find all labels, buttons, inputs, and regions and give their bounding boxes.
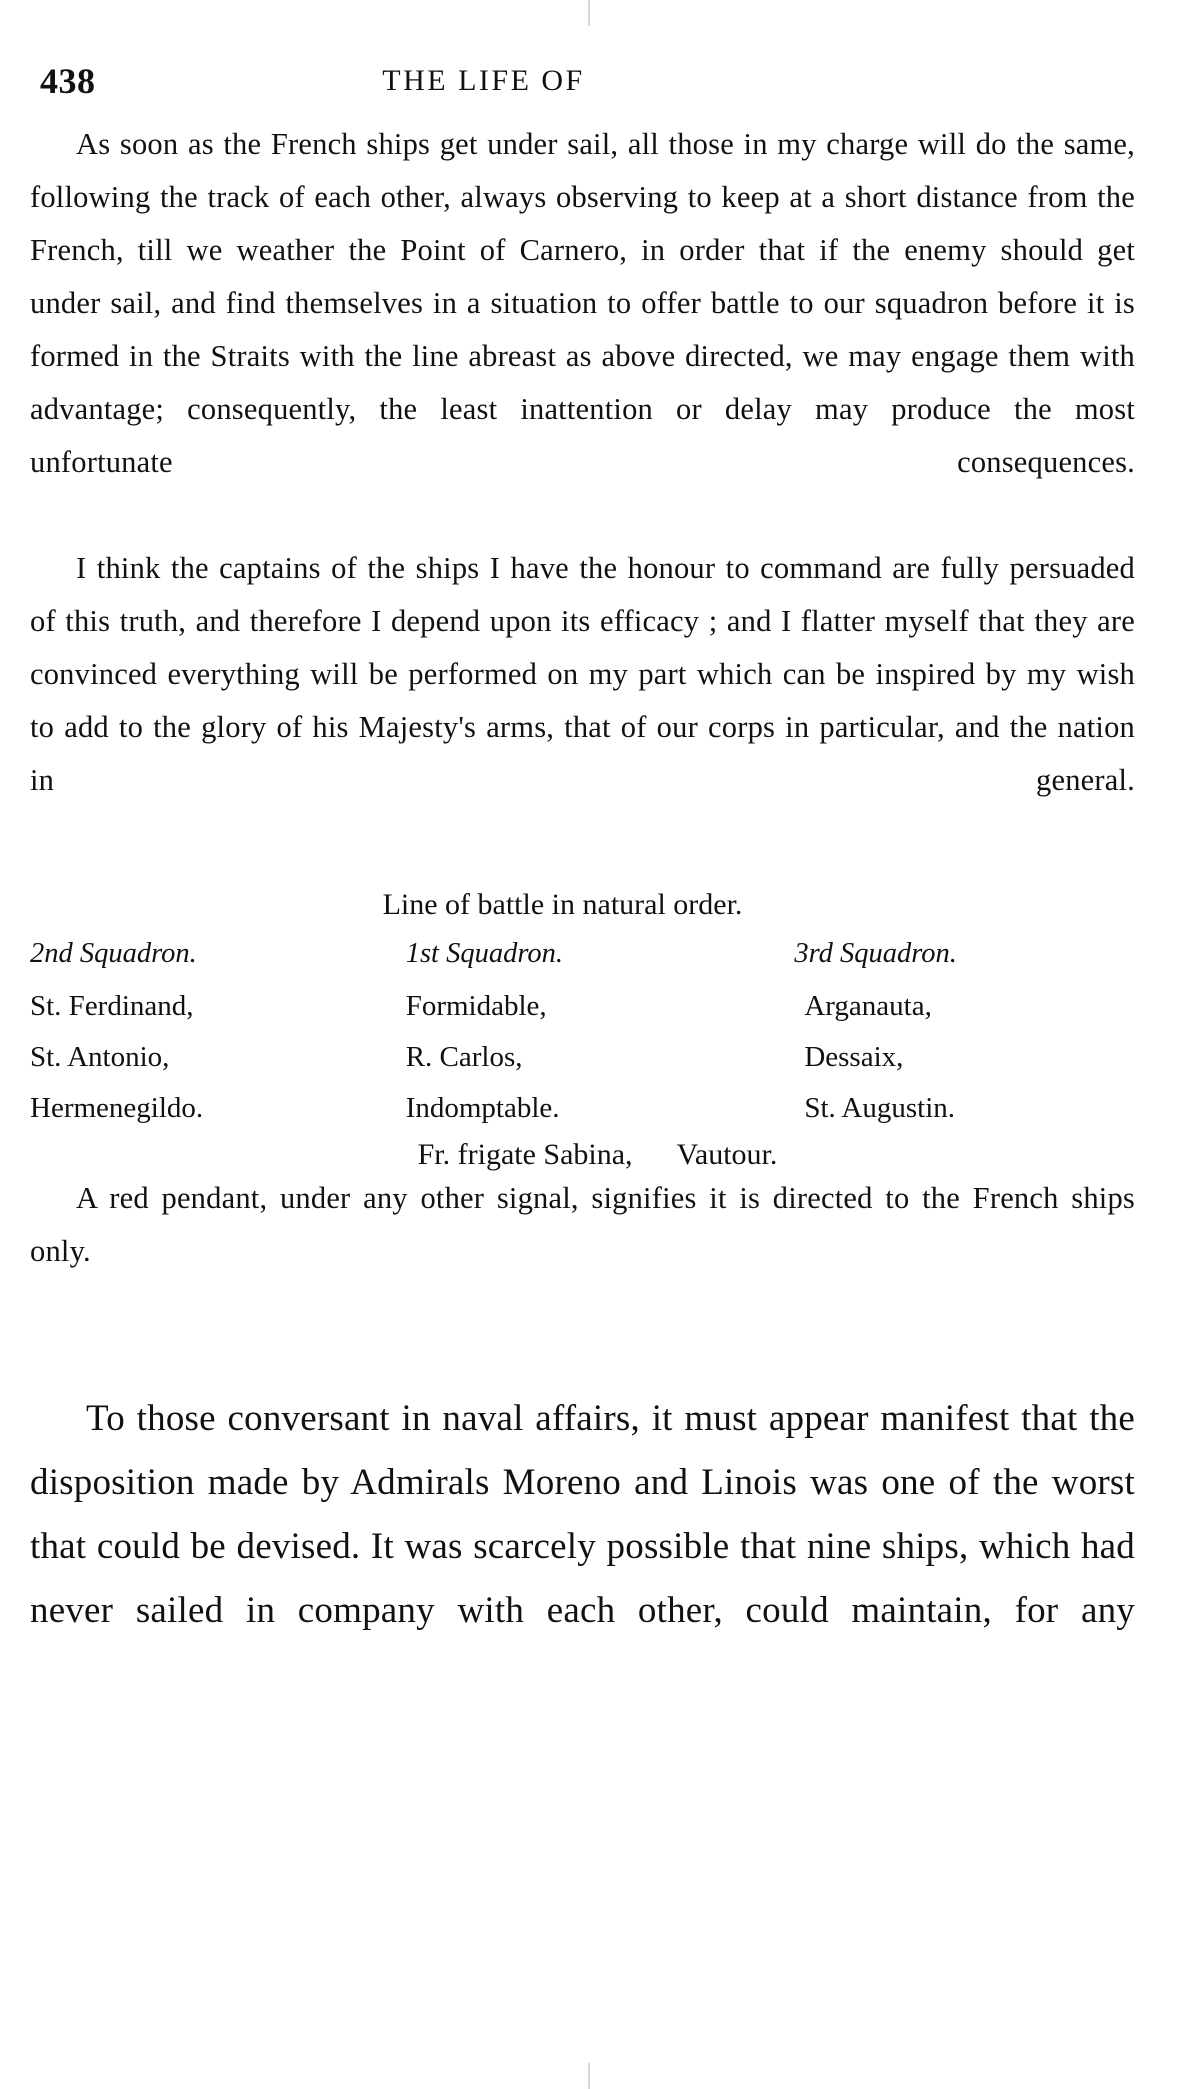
- running-head: THE LIFE OF: [382, 64, 585, 97]
- list-item: St. Antonio,: [30, 1041, 170, 1073]
- page-body: [30, 118, 1135, 1744]
- list-item: Formidable,: [405, 990, 547, 1022]
- page-header: [0, 38, 1177, 108]
- spine-mark-top: [588, 0, 590, 26]
- paragraph-3: A red pendant, under any other signal, signifies it is directed to the French ships only.: [30, 1181, 1135, 1268]
- list-item: Indomptable.: [405, 1092, 560, 1124]
- paragraph-4: To those conversant in naval affairs, it must appear manifest that the disposition made by Admirals Moreno and Linois was one of the worst that could be devised. It was scarcely possible that nine ships, which had never sailed in company with each other, could maintain, for any: [30, 1398, 1135, 1631]
- list-item: St. Augustin.: [804, 1092, 956, 1124]
- frigate-sabina: Fr. frigate Sabina,: [417, 1138, 633, 1171]
- table-row: [30, 981, 1135, 1032]
- spine-mark-bottom: [588, 2063, 590, 2089]
- squadron-heading-3rd: 3rd Squadron.: [794, 938, 957, 969]
- frigate-vautour: Vautour.: [676, 1138, 778, 1171]
- squadron-heading-2nd: 2nd Squadron.: [30, 938, 197, 969]
- frigate-line: [30, 1138, 1135, 1172]
- list-item: Arganauta,: [804, 990, 932, 1022]
- squadron-heading-1st: 1st Squadron.: [405, 938, 563, 969]
- list-item: R. Carlos,: [405, 1041, 523, 1073]
- page-number: 438: [40, 61, 96, 101]
- line-of-battle-table: [30, 928, 1135, 1134]
- battle-order-caption: Line of battle in natural order.: [382, 888, 743, 921]
- table-row: [30, 1032, 1135, 1083]
- paragraph-1: As soon as the French ships get under sail, all those in my charge will do the same, following the track of each other, always observing to keep at a short distance from the French, till we weather the Point of Carnero, in order that if the enemy should get under sail, and find themselves in a situation to offer battle to our squadron before it is formed in the Straits with the line abreast as above directed, we may engage them with advantage; consequently, the least inattention or delay may produce the most unfortunate consequences.: [30, 127, 1135, 479]
- list-item: St. Ferdinand,: [30, 990, 194, 1022]
- table-row-headings: [30, 928, 1135, 981]
- paragraph-2: I think the captains of the ships I have the honour to command are fully persuaded of this truth, and therefore I depend upon its efficacy ; and I flatter myself that they are convinced everything will be performed on my part which can be inspired by my wish to add to the glory of his Majesty's arms, that of our corps in particular, and the nation in general.: [30, 551, 1135, 797]
- table-row: [30, 1083, 1135, 1134]
- list-item: Hermenegildo.: [30, 1092, 204, 1124]
- list-item: Dessaix,: [804, 1041, 904, 1073]
